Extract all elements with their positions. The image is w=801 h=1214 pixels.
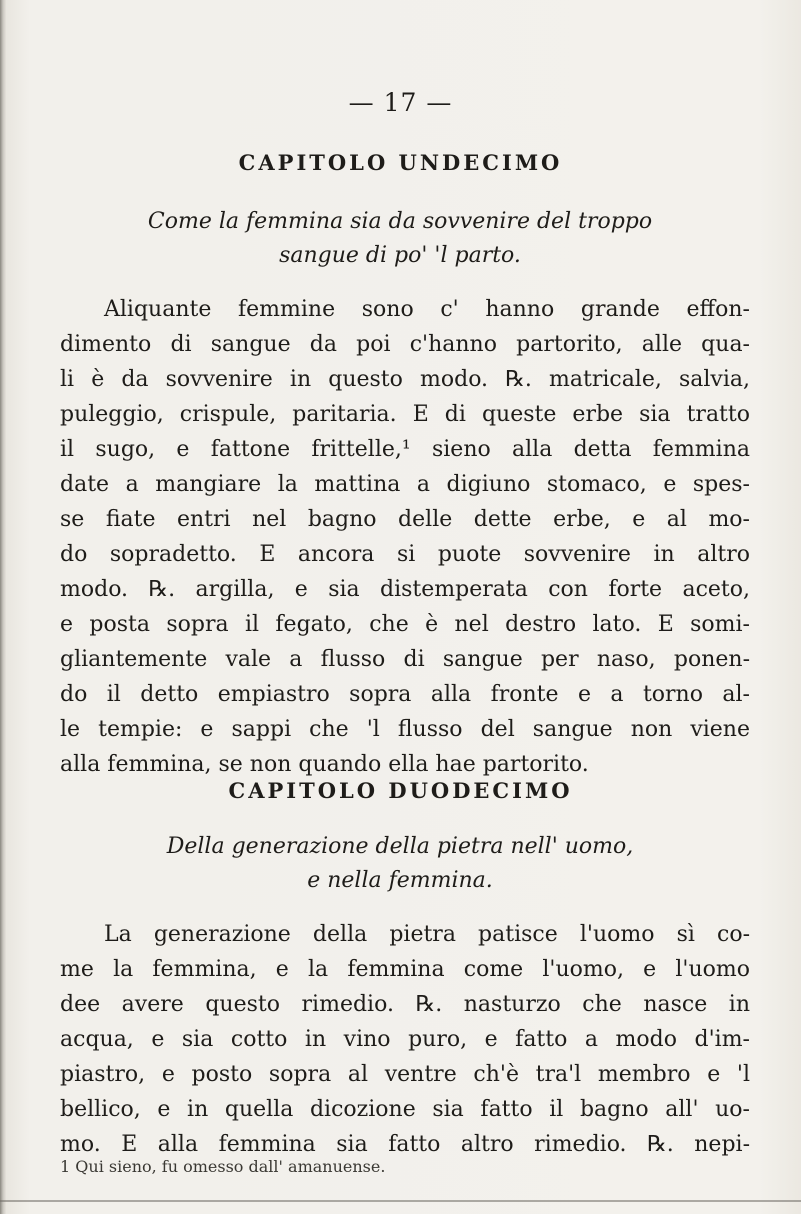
- body-line: Aliquante femmine sono c' hanno grande effon-: [104, 297, 750, 322]
- body-line: dee avere questo rimedio. ℞. nasturzo che nasce in: [60, 992, 750, 1017]
- body-line: do il detto empiastro sopra alla fronte e a torno al-: [60, 682, 750, 707]
- body-line: le tempie: e sappi che 'l flusso del sangue non viene: [60, 717, 750, 742]
- body-line: gliantemente vale a flusso di sangue per naso, ponen-: [60, 647, 750, 672]
- footnote: 1 Qui sieno, fu omesso dall' amanuense.: [60, 1157, 386, 1176]
- body-line: mo. E alla femmina sia fatto altro rimedio. ℞. nepi-: [60, 1132, 750, 1157]
- body-line: do sopradetto. E ancora si puote sovvenire in altro: [60, 542, 750, 567]
- subtitle-line: e nella femmina.: [307, 868, 493, 893]
- chapter-body-undecimo: [60, 292, 750, 782]
- page-bottom-edge: [0, 1200, 801, 1202]
- body-line: e posta sopra il fegato, che è nel destro lato. E somi-: [60, 612, 750, 637]
- body-line: se fiate entri nel bagno delle dette erbe, e al mo-: [60, 507, 750, 532]
- body-line: date a mangiare la mattina a digiuno stomaco, e spes-: [60, 472, 750, 497]
- page-binding-edge: [0, 0, 6, 1214]
- body-line: La generazione della pietra patisce l'uomo sì co-: [104, 922, 750, 947]
- chapter-title-duodecimo: CAPITOLO DUODECIMO: [228, 778, 573, 803]
- chapter-subtitle-undecimo: [60, 205, 740, 273]
- page-number: — 17 —: [348, 88, 453, 117]
- body-line: il sugo, e fattone frittelle,¹ sieno alla detta femmina: [60, 437, 750, 462]
- chapter-subtitle-duodecimo: [60, 830, 740, 898]
- subtitle-line: Della generazione della pietra nell' uomo,: [166, 834, 634, 859]
- body-line: me la femmina, e la femmina come l'uomo, e l'uomo: [60, 957, 750, 982]
- body-line: modo. ℞. argilla, e sia distemperata con forte aceto,: [60, 577, 750, 602]
- body-line: acqua, e sia cotto in vino puro, e fatto a modo d'im-: [60, 1027, 750, 1052]
- body-line: puleggio, crispule, paritaria. E di queste erbe sia tratto: [60, 402, 750, 427]
- body-line: bellico, e in quella dicozione sia fatto il bagno all' uo-: [60, 1097, 750, 1122]
- body-line: dimento di sangue da poi c'hanno partorito, alle qua-: [60, 332, 750, 357]
- chapter-title-undecimo: CAPITOLO UNDECIMO: [238, 150, 563, 175]
- body-line: piastro, e posto sopra al ventre ch'è tra'l membro e 'l: [60, 1062, 750, 1087]
- body-line: alla femmina, se non quando ella hae partorito.: [60, 752, 589, 777]
- subtitle-line: sangue di po' 'l parto.: [279, 243, 521, 268]
- chapter-body-duodecimo: [60, 917, 750, 1162]
- body-line: li è da sovvenire in questo modo. ℞. matricale, salvia,: [60, 367, 750, 392]
- subtitle-line: Come la femmina sia da sovvenire del troppo: [147, 209, 653, 234]
